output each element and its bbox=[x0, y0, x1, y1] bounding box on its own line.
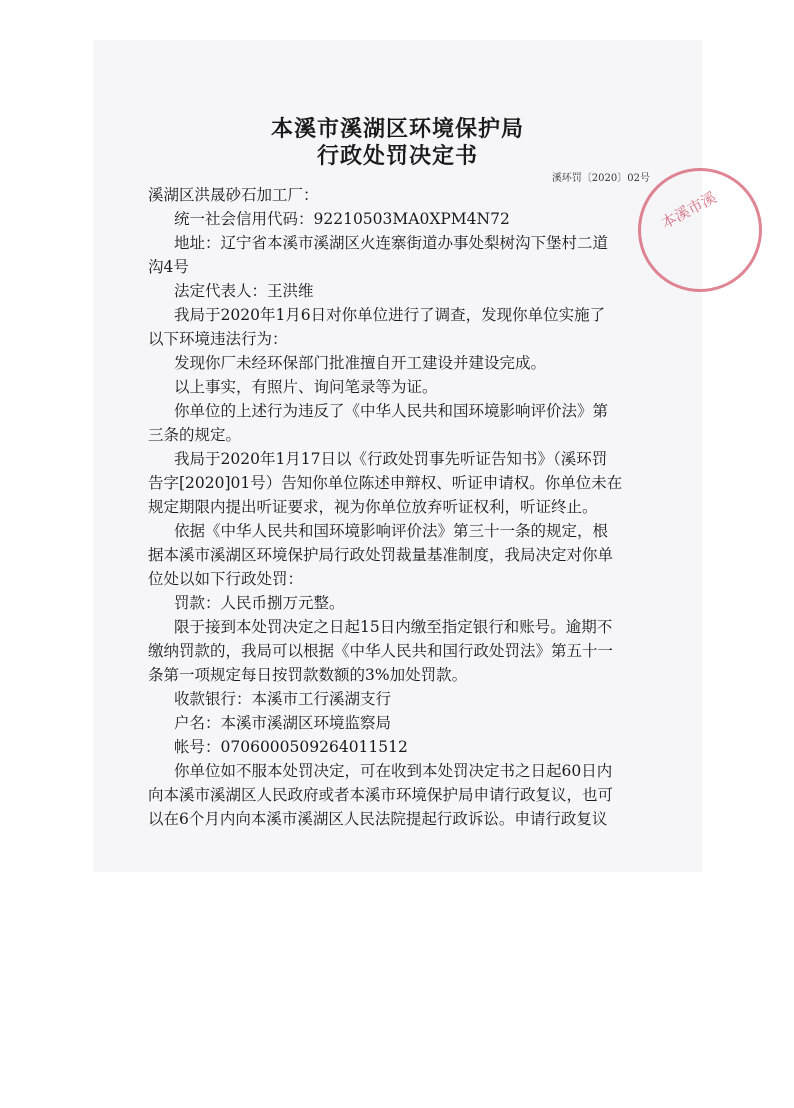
paragraph-line: 向本溪市溪湖区人民政府或者本溪市环境保护局申请行政复议，也可 bbox=[148, 786, 614, 804]
paragraph-line: 告字[2020]01号）告知你单位陈述申辩权、听证申请权。你单位未在 bbox=[148, 474, 623, 492]
paragraph-line: 以在6个月内向本溪市溪湖区人民法院提起行政诉讼。申请行政复议 bbox=[148, 810, 608, 828]
paragraph-line: 规定期限内提出听证要求，视为你单位放弃听证权利，听证终止。 bbox=[148, 498, 598, 516]
account-name-line: 户名：本溪市溪湖区环境监察局 bbox=[174, 714, 392, 732]
credit-code-line: 统一社会信用代码：92210503MA0XPM4N72 bbox=[174, 210, 510, 228]
paragraph-line: 发现你厂未经环保部门批准擅自开工建设并建设完成。 bbox=[174, 354, 547, 372]
paragraph-line: 限于接到本处罚决定之日起15日内缴至指定银行和账号。逾期不 bbox=[174, 618, 613, 636]
document-number: 溪环罚〔2020〕02号 bbox=[551, 173, 650, 184]
account-number-line: 帐号：0706000509264011512 bbox=[174, 738, 408, 756]
paragraph-line: 以下环境违法行为： bbox=[148, 330, 288, 348]
paragraph-line: 你单位如不服本处罚决定，可在收到本处罚决定书之日起60日内 bbox=[174, 762, 613, 780]
paragraph-line: 我局于2020年1月17日以《行政处罚事先听证告知书》（溪环罚 bbox=[174, 450, 608, 468]
paragraph-line: 位处以如下行政处罚： bbox=[148, 570, 304, 588]
official-seal bbox=[638, 168, 762, 292]
paragraph-line: 条第一项规定每日按罚款数额的3%加处罚款。 bbox=[148, 666, 468, 684]
paragraph-line: 缴纳罚款的，我局可以根据《中华人民共和国行政处罚法》第五十一 bbox=[148, 642, 614, 660]
paragraph-line: 依据《中华人民共和国环境影响评价法》第三十一条的规定，根 bbox=[174, 522, 609, 540]
address-line-cont: 沟4号 bbox=[148, 258, 189, 276]
paragraph-line: 你单位的上述行为违反了《中华人民共和国环境影响评价法》第 bbox=[174, 402, 609, 420]
paragraph-line: 据本溪市溪湖区环境保护局行政处罚裁量基准制度，我局决定对你单 bbox=[148, 546, 614, 564]
fine-line: 罚款：人民币捌万元整。 bbox=[174, 594, 345, 612]
legal-rep-line: 法定代表人：王洪维 bbox=[174, 282, 314, 300]
official-seal-text: 本溪市溪 bbox=[658, 188, 720, 233]
paragraph-line: 以上事实，有照片、询问笔录等为证。 bbox=[174, 378, 438, 396]
paragraph-line: 我局于2020年1月6日对你单位进行了调查，发现你单位实施了 bbox=[174, 306, 606, 324]
document-title-line1: 本溪市溪湖区环境保护局 bbox=[270, 116, 524, 142]
bank-line: 收款银行：本溪市工行溪湖支行 bbox=[174, 690, 392, 708]
addressee-line: 溪湖区洪晟砂石加工厂： bbox=[148, 186, 319, 204]
document-title-line2: 行政处罚决定书 bbox=[316, 143, 478, 169]
address-line: 地址：辽宁省本溪市溪湖区火连寨街道办事处梨树沟下堡村二道 bbox=[174, 234, 609, 252]
paragraph-line: 三条的规定。 bbox=[148, 426, 242, 444]
